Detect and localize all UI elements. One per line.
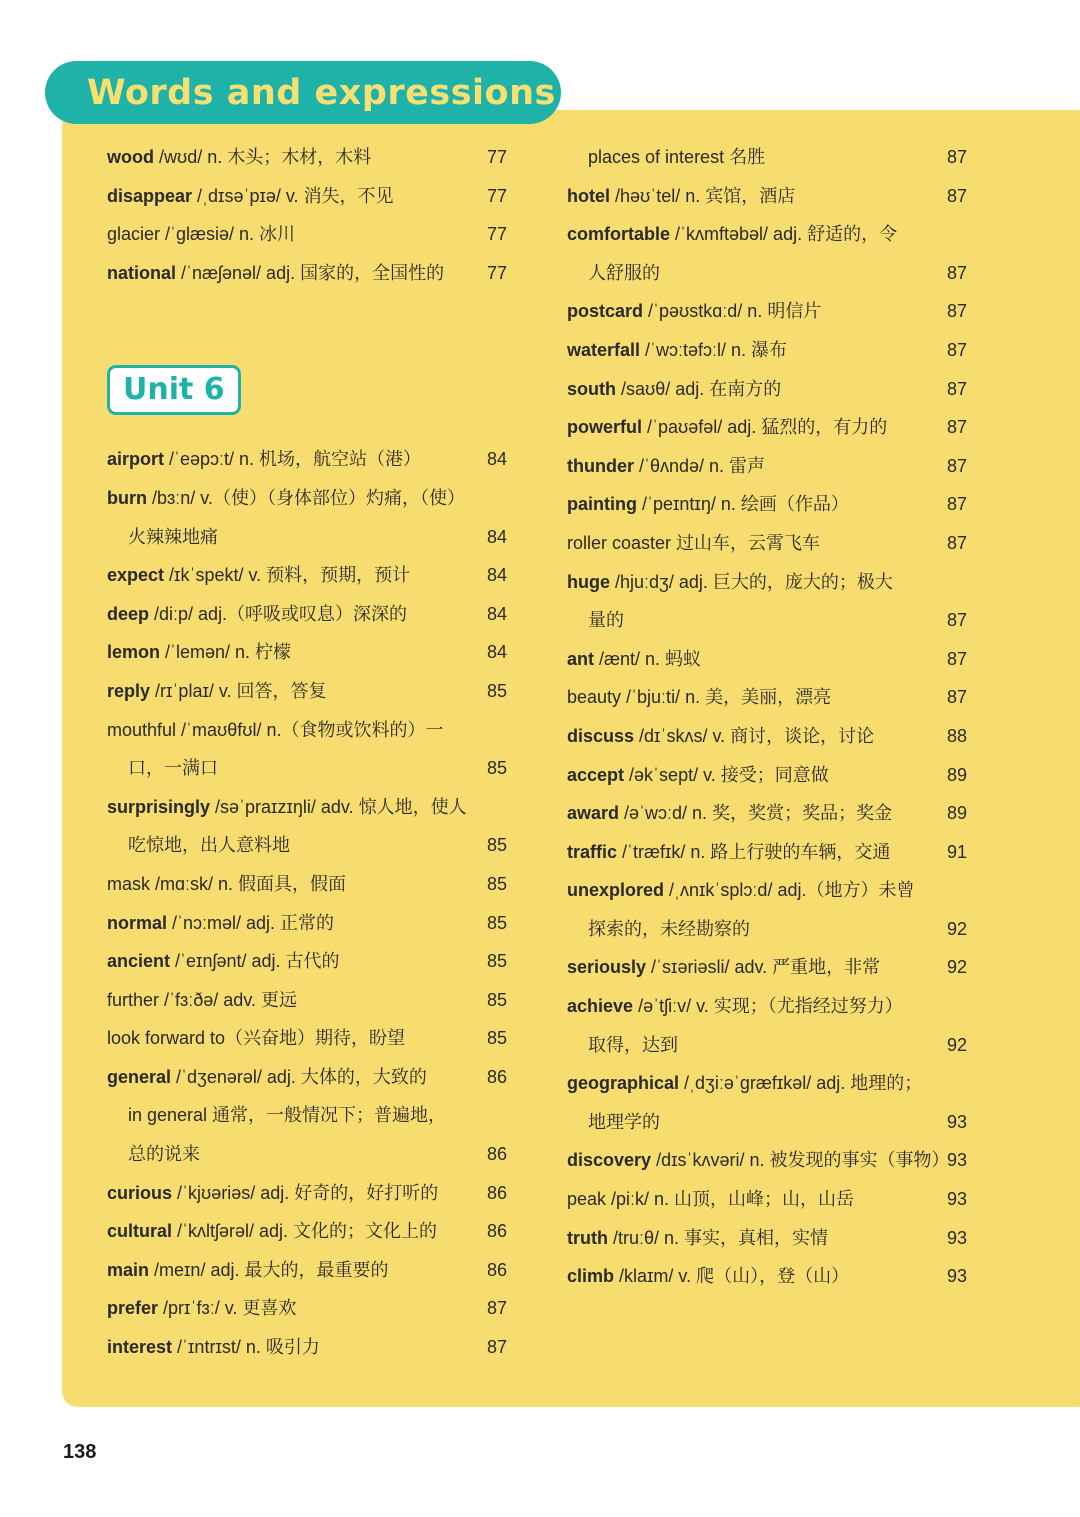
vocab-entry bbox=[107, 595, 507, 634]
page-reference: 77 bbox=[486, 147, 507, 167]
vocab-entry-text bbox=[567, 717, 874, 756]
definition: 火辣辣地痛 bbox=[128, 526, 218, 547]
vocab-entry bbox=[567, 1257, 967, 1296]
headword: ancient bbox=[107, 951, 171, 972]
vocab-entry-text bbox=[567, 1103, 660, 1142]
headword: south bbox=[567, 378, 616, 399]
vocab-entry-text bbox=[107, 1251, 388, 1290]
headword: disappear bbox=[107, 185, 193, 206]
headword: powerful bbox=[567, 417, 642, 438]
definition: /əkˈsept/ v. 接受；同意做 bbox=[624, 764, 829, 785]
page-reference: 84 bbox=[486, 565, 507, 586]
vocab-entry bbox=[107, 479, 507, 518]
headword: accept bbox=[567, 764, 625, 785]
vocab-entry-text bbox=[567, 987, 903, 1026]
vocab-entry bbox=[107, 1174, 507, 1213]
page-reference: 85 bbox=[486, 1028, 507, 1049]
vocab-entry-text bbox=[567, 524, 820, 563]
headword: thunder bbox=[567, 455, 634, 476]
headword: award bbox=[567, 803, 620, 824]
vocab-entry-continuation bbox=[107, 1135, 507, 1174]
page-reference: 89 bbox=[946, 803, 967, 824]
headword: discuss bbox=[567, 725, 635, 746]
vocab-entry bbox=[107, 1058, 507, 1097]
page-reference: 87 bbox=[946, 494, 967, 515]
vocab-entry bbox=[567, 833, 967, 872]
vocab-entry bbox=[107, 711, 507, 750]
headword: interest bbox=[107, 1337, 173, 1358]
vocab-entry-text bbox=[567, 794, 892, 833]
definition: 量的 bbox=[588, 610, 624, 631]
definition: /ˈθʌndə/ n. 雷声 bbox=[634, 455, 766, 476]
headword: reply bbox=[107, 680, 151, 701]
vocab-entry-continuation bbox=[567, 1026, 967, 1065]
vocab-entry bbox=[107, 440, 507, 479]
headword: wood bbox=[107, 147, 154, 167]
section-title: Words and expressions bbox=[87, 72, 556, 113]
headword: surprisingly bbox=[107, 796, 211, 817]
vocab-entry-text bbox=[107, 633, 291, 672]
vocab-entry-text bbox=[567, 1257, 849, 1296]
definition: /ˈsɪəriəsli/ adv. 严重地，非常 bbox=[646, 957, 881, 978]
vocab-entry bbox=[567, 717, 967, 756]
vocab-entry bbox=[107, 1251, 507, 1290]
vocab-entry-text bbox=[107, 440, 421, 479]
definition: /ˈkʌmftəbəl/ adj. 舒适的，令 bbox=[670, 224, 898, 245]
unit-label: Unit 6 bbox=[107, 365, 241, 415]
page-reference: 87 bbox=[946, 417, 967, 438]
definition: /ˈnæʃənəl/ adj. 国家的，全国性的 bbox=[176, 262, 445, 283]
headword: lemon bbox=[107, 642, 161, 663]
vocab-entry-continuation bbox=[107, 518, 507, 557]
definition: look forward to（兴奋地）期待，盼望 bbox=[107, 1028, 406, 1049]
vocab-entry bbox=[567, 370, 967, 409]
right-vocabulary-column bbox=[567, 138, 967, 1296]
vocab-entry-continuation bbox=[107, 749, 507, 788]
vocab-entry bbox=[107, 904, 507, 943]
vocab-entry-text bbox=[567, 331, 787, 370]
headword: seriously bbox=[567, 957, 647, 978]
vocab-entry bbox=[567, 756, 967, 795]
vocab-entry bbox=[107, 981, 507, 1020]
headword: geographical bbox=[567, 1073, 680, 1094]
headword: prefer bbox=[107, 1298, 159, 1319]
definition: /ˈpeɪntɪŋ/ n. 绘画（作品） bbox=[637, 494, 849, 515]
page-reference: 84 bbox=[486, 449, 507, 470]
vocab-entry-text bbox=[107, 1058, 427, 1097]
vocab-entry bbox=[107, 1019, 507, 1058]
page-reference: 77 bbox=[486, 224, 507, 245]
vocab-entry bbox=[567, 948, 967, 987]
definition: /dɪˈskʌs/ v. 商讨，谈论，讨论 bbox=[634, 725, 875, 746]
definition: glacier /ˈɡlæsiə/ n. 冰川 bbox=[107, 224, 296, 245]
page-reference: 92 bbox=[946, 1034, 967, 1055]
definition: roller coaster 过山车，云霄飞车 bbox=[567, 532, 821, 553]
vocab-entry-text bbox=[567, 563, 893, 602]
vocab-entry-text bbox=[567, 910, 750, 949]
page-reference: 84 bbox=[486, 603, 507, 624]
vocab-entry-text bbox=[107, 215, 295, 254]
page-reference: 93 bbox=[946, 1266, 967, 1287]
vocab-entry-text bbox=[567, 1180, 854, 1219]
unit-heading bbox=[107, 362, 507, 440]
definition: /prɪˈfɜː/ v. 更喜欢 bbox=[158, 1298, 297, 1319]
page-reference: 93 bbox=[946, 1111, 967, 1132]
page-reference: 92 bbox=[946, 957, 967, 978]
vocab-entry bbox=[567, 177, 967, 216]
vocab-entry-text bbox=[567, 408, 887, 447]
vocab-entry bbox=[567, 678, 967, 717]
definition: /ˈdʒenərəl/ adj. 大体的，大致的 bbox=[171, 1066, 427, 1087]
vocab-entry bbox=[107, 254, 507, 293]
page-reference: 87 bbox=[946, 185, 967, 206]
vocab-entry bbox=[567, 563, 967, 602]
vocab-entry-text bbox=[107, 556, 410, 595]
headword: expect bbox=[107, 565, 165, 586]
page-reference: 85 bbox=[486, 951, 507, 972]
headword: achieve bbox=[567, 996, 634, 1017]
vocab-entry-text bbox=[567, 871, 914, 910]
headword: normal bbox=[107, 912, 168, 933]
vocab-entry-text bbox=[567, 1141, 950, 1180]
vocab-entry-text bbox=[107, 788, 467, 827]
vocab-entry-text bbox=[567, 485, 849, 524]
definition: /həʊˈtel/ n. 宾馆，酒店 bbox=[610, 185, 796, 206]
vocab-entry-continuation bbox=[107, 826, 507, 865]
vocab-entry-text bbox=[107, 1135, 200, 1174]
page-reference: 87 bbox=[486, 1298, 507, 1319]
vocab-entry-text bbox=[107, 711, 444, 750]
section-spacer bbox=[107, 292, 507, 362]
vocab-entry-text bbox=[567, 292, 821, 331]
definition: /ˈeɪnʃənt/ adj. 古代的 bbox=[170, 951, 340, 972]
vocab-entry bbox=[567, 447, 967, 486]
definition: /ˌʌnɪkˈsplɔːd/ adj.（地方）未曾 bbox=[664, 880, 915, 901]
page-reference: 87 bbox=[946, 147, 967, 167]
headword: unexplored bbox=[567, 880, 665, 901]
section-header bbox=[45, 61, 561, 124]
vocab-entry bbox=[567, 987, 967, 1026]
definition: /truːθ/ n. 事实，真相，实情 bbox=[607, 1227, 829, 1248]
page-reference: 86 bbox=[486, 1259, 507, 1280]
vocab-entry bbox=[107, 865, 507, 904]
vocab-entry-text bbox=[107, 518, 218, 557]
vocab-entry bbox=[567, 331, 967, 370]
vocab-entry-text bbox=[567, 756, 829, 795]
headword: national bbox=[107, 262, 177, 283]
page-reference: 84 bbox=[486, 642, 507, 663]
vocab-entry-text bbox=[567, 215, 897, 254]
definition: /dɪsˈkʌvəri/ n. 被发现的事实（事物） bbox=[651, 1150, 950, 1171]
vocab-entry-continuation bbox=[107, 1096, 507, 1135]
vocab-entry-text bbox=[567, 254, 660, 293]
definition: /ˈkjʊəriəs/ adj. 好奇的，好打听的 bbox=[172, 1182, 439, 1203]
vocab-entry bbox=[567, 408, 967, 447]
headword: ant bbox=[567, 648, 594, 669]
vocab-entry-text bbox=[567, 177, 795, 216]
page-reference: 92 bbox=[946, 918, 967, 939]
headword: painting bbox=[567, 494, 637, 515]
page-reference: 87 bbox=[946, 301, 967, 322]
page-reference: 86 bbox=[486, 1221, 507, 1242]
headword: huge bbox=[567, 571, 610, 592]
definition: /ænt/ n. 蚂蚁 bbox=[594, 648, 702, 669]
vocab-entry bbox=[107, 788, 507, 827]
vocab-entry-text bbox=[107, 904, 334, 943]
vocab-entry-text bbox=[107, 1212, 437, 1251]
definition: /klaɪm/ v. 爬（山），登（山） bbox=[614, 1266, 850, 1287]
vocab-entry bbox=[567, 871, 967, 910]
vocab-entry bbox=[567, 524, 967, 563]
vocab-entry bbox=[567, 1141, 967, 1180]
definition: /saʊθ/ adj. 在南方的 bbox=[616, 378, 782, 399]
vocab-entry bbox=[107, 556, 507, 595]
vocab-entry-text bbox=[567, 1219, 828, 1258]
page-reference: 85 bbox=[486, 912, 507, 933]
vocab-entry bbox=[567, 794, 967, 833]
definition: /bɜːn/ v.（使）（身体部位）灼痛，（使） bbox=[147, 487, 465, 508]
vocab-entry bbox=[107, 672, 507, 711]
vocab-entry-continuation bbox=[567, 254, 967, 293]
definition: /ˈtræfɪk/ n. 路上行驶的车辆，交通 bbox=[617, 841, 891, 862]
page-reference: 88 bbox=[946, 725, 967, 746]
vocab-entry-text bbox=[107, 942, 340, 981]
definition: /diːp/ adj.（呼吸或叹息）深深的 bbox=[149, 603, 408, 624]
page-reference: 87 bbox=[946, 262, 967, 283]
vocab-entry-text bbox=[107, 254, 444, 293]
definition: /ˈwɔːtəfɔːl/ n. 瀑布 bbox=[640, 339, 788, 360]
vocab-entry bbox=[107, 942, 507, 981]
definition: /əˈtʃiːv/ v. 实现；（尤指经过努力） bbox=[633, 996, 903, 1017]
vocab-entry bbox=[567, 1219, 967, 1258]
page-reference: 85 bbox=[486, 873, 507, 894]
definition: 人舒服的 bbox=[588, 262, 660, 283]
page-reference: 93 bbox=[946, 1227, 967, 1248]
headword: truth bbox=[567, 1227, 608, 1248]
definition: mouthful /ˈmaʊθfʊl/ n.（食物或饮料的）一 bbox=[107, 719, 444, 740]
definition: /ˈɪntrɪst/ n. 吸引力 bbox=[172, 1337, 320, 1358]
vocab-entry-text bbox=[107, 1328, 320, 1367]
vocab-entry-text bbox=[107, 981, 297, 1020]
definition: 取得，达到 bbox=[588, 1034, 678, 1055]
page-reference: 86 bbox=[486, 1066, 507, 1087]
vocab-entry bbox=[107, 1328, 507, 1367]
vocab-entry-text bbox=[567, 370, 781, 409]
vocab-entry-text bbox=[567, 138, 765, 177]
headword: climb bbox=[567, 1266, 615, 1287]
definition: 总的说来 bbox=[128, 1144, 200, 1165]
definition: /ˈkʌltʃərəl/ adj. 文化的；文化上的 bbox=[172, 1221, 438, 1242]
page-reference: 84 bbox=[486, 526, 507, 547]
page-reference: 87 bbox=[946, 339, 967, 360]
headword: burn bbox=[107, 487, 147, 508]
headword: discovery bbox=[567, 1150, 652, 1171]
vocab-entry-text bbox=[107, 138, 371, 177]
vocab-entry bbox=[567, 292, 967, 331]
headword: airport bbox=[107, 449, 165, 470]
vocab-entry bbox=[567, 640, 967, 679]
page-reference: 85 bbox=[486, 989, 507, 1010]
headword: hotel bbox=[567, 185, 610, 206]
page-reference: 91 bbox=[946, 841, 967, 862]
definition: 吃惊地，出人意料地 bbox=[128, 835, 290, 856]
page-reference: 87 bbox=[946, 378, 967, 399]
definition: 口，一满口 bbox=[128, 758, 218, 779]
definition: /meɪn/ adj. 最大的，最重要的 bbox=[149, 1259, 389, 1280]
definition: /ˈpəʊstkɑːd/ n. 明信片 bbox=[643, 301, 822, 322]
vocab-entry bbox=[107, 633, 507, 672]
definition: /ɪkˈspekt/ v. 预料，预期，预计 bbox=[164, 565, 411, 586]
vocab-entry bbox=[567, 215, 967, 254]
definition: /səˈpraɪzɪŋli/ adv. 惊人地，使人 bbox=[210, 796, 467, 817]
vocab-entry bbox=[107, 1212, 507, 1251]
page-reference: 86 bbox=[486, 1182, 507, 1203]
page-reference: 85 bbox=[486, 758, 507, 779]
vocab-entry-continuation bbox=[567, 910, 967, 949]
vocab-entry bbox=[567, 1180, 967, 1219]
vocab-entry-text bbox=[107, 1096, 446, 1135]
page-reference: 89 bbox=[946, 764, 967, 785]
definition: in general 通常，一般情况下；普遍地， bbox=[128, 1105, 447, 1126]
page-number: 138 bbox=[63, 1441, 97, 1463]
page-reference: 87 bbox=[946, 532, 967, 553]
vocab-entry-text bbox=[567, 1064, 922, 1103]
vocab-entry-continuation bbox=[567, 601, 967, 640]
page-reference: 85 bbox=[486, 835, 507, 856]
vocab-entry-text bbox=[107, 177, 394, 216]
vocab-entry-text bbox=[567, 447, 765, 486]
definition: /ˌdɪsəˈpɪə/ v. 消失，不见 bbox=[192, 185, 394, 206]
vocab-entry bbox=[567, 485, 967, 524]
page-reference: 93 bbox=[946, 1150, 967, 1171]
definition: 地理学的 bbox=[588, 1111, 660, 1132]
definition: places of interest 名胜 bbox=[588, 147, 766, 167]
headword: main bbox=[107, 1259, 150, 1280]
vocab-entry-text bbox=[107, 1019, 405, 1058]
vocab-entry-text bbox=[107, 595, 407, 634]
vocab-entry-text bbox=[107, 672, 327, 711]
headword: comfortable bbox=[567, 224, 671, 245]
headword: curious bbox=[107, 1182, 173, 1203]
vocab-entry-continuation bbox=[567, 138, 967, 177]
vocab-entry bbox=[107, 1289, 507, 1328]
page-reference: 87 bbox=[946, 648, 967, 669]
page-reference: 85 bbox=[486, 680, 507, 701]
vocab-entry-text bbox=[107, 1289, 296, 1328]
definition: /wʊd/ n. 木头；木材，木料 bbox=[154, 147, 372, 167]
vocab-entry-text bbox=[567, 1026, 678, 1065]
vocab-entry-text bbox=[107, 1174, 438, 1213]
vocab-entry-text bbox=[107, 479, 465, 518]
definition: /ˈlemən/ n. 柠檬 bbox=[160, 642, 292, 663]
definition: 探索的，未经勘察的 bbox=[588, 918, 750, 939]
headword: traffic bbox=[567, 841, 618, 862]
page-reference: 87 bbox=[486, 1337, 507, 1358]
vocab-entry bbox=[567, 1064, 967, 1103]
vocab-entry-text bbox=[107, 749, 218, 788]
definition: /hjuːdʒ/ adj. 巨大的，庞大的；极大 bbox=[610, 571, 893, 592]
headword: deep bbox=[107, 603, 150, 624]
page-reference: 86 bbox=[486, 1144, 507, 1165]
vocab-entry-text bbox=[567, 948, 880, 987]
page-reference: 87 bbox=[946, 687, 967, 708]
vocab-entry-text bbox=[567, 833, 890, 872]
page-reference: 87 bbox=[946, 455, 967, 476]
page-reference: 87 bbox=[946, 610, 967, 631]
headword: general bbox=[107, 1066, 172, 1087]
page-reference: 77 bbox=[486, 185, 507, 206]
definition: beauty /ˈbjuːti/ n. 美，美丽，漂亮 bbox=[567, 687, 832, 708]
definition: /ˈeəpɔːt/ n. 机场，航空站（港） bbox=[164, 449, 422, 470]
definition: further /ˈfɜːðə/ adv. 更远 bbox=[107, 989, 297, 1010]
definition: /rɪˈplaɪ/ v. 回答，答复 bbox=[150, 680, 327, 701]
left-vocabulary-column bbox=[107, 138, 507, 1367]
headword: waterfall bbox=[567, 339, 641, 360]
vocab-entry bbox=[107, 215, 507, 254]
vocab-entry-text bbox=[567, 601, 624, 640]
vocab-entry bbox=[107, 177, 507, 216]
definition: peak /piːk/ n. 山顶，山峰；山，山岳 bbox=[567, 1189, 855, 1210]
page-reference: 93 bbox=[946, 1189, 967, 1210]
definition: /ˈnɔːməl/ adj. 正常的 bbox=[167, 912, 335, 933]
definition: /ˈpaʊəfəl/ adj. 猛烈的，有力的 bbox=[642, 417, 888, 438]
definition: /əˈwɔːd/ n. 奖，奖赏；奖品；奖金 bbox=[619, 803, 893, 824]
headword: cultural bbox=[107, 1221, 173, 1242]
vocab-entry bbox=[107, 138, 507, 177]
vocab-entry-text bbox=[567, 678, 831, 717]
vocab-entry-text bbox=[107, 826, 290, 865]
definition: /ˌdʒiːəˈɡræfɪkəl/ adj. 地理的； bbox=[679, 1073, 923, 1094]
headword: postcard bbox=[567, 301, 644, 322]
vocab-entry-text bbox=[567, 640, 701, 679]
vocab-entry-text bbox=[107, 865, 346, 904]
definition: mask /mɑːsk/ n. 假面具，假面 bbox=[107, 873, 347, 894]
vocab-entry-continuation bbox=[567, 1103, 967, 1142]
page-reference: 77 bbox=[486, 262, 507, 283]
